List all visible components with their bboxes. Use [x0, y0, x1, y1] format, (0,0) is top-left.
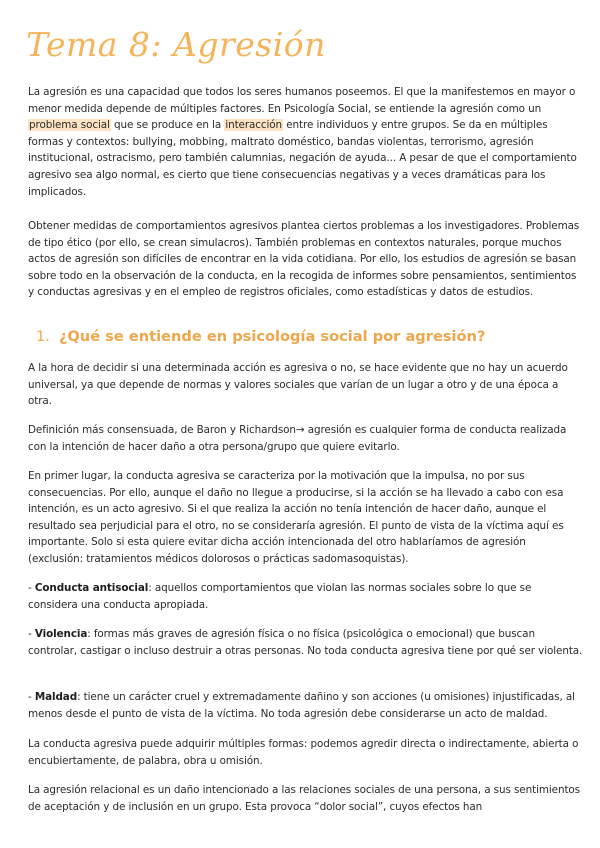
intro-paragraph-2: Obtener medidas de comportamientos agresivos plantea ciertos problemas a los investigadores. Problemas de tipo ético (por ello, se crean simulacros). También problemas en contextos naturales, porque muchos actos de agresión son difíciles de encontrar en la vida cotidiana. Por ello, los estudios de agresión se basan sobre todo en la observación de la conducta, en la recogida de informes sobre pensamientos, sentimientos y conductas agresivas y en el empleo de registros oficiales, como estadísticas y datos de estudios.	[28, 220, 580, 299]
section-paragraph-1: A la hora de decidir si una determinada acción es agresiva o no, se hace evidente que no hay un acuerdo universal, ya que depende de normas y valores sociales que varían de un lugar a otro y de una época a otra.	[28, 362, 568, 408]
intro-paragraph-1	[28, 84, 584, 200]
definition-term: Conducta antisocial	[34, 582, 149, 594]
page-title: Tema 8: Agresión	[26, 25, 326, 64]
section-number: 1.	[36, 328, 50, 345]
highlight-interaccion: interacción	[225, 119, 283, 132]
intro-text-b: que se produce en la	[110, 119, 225, 132]
definition-text: : tiene un carácter cruel y extremadamente dañino y son acciones (u omisiones) injustificadas, al menos desde el punto de vista de la víctima. No toda agresión debe considerarse un acto de maldad.	[28, 691, 575, 720]
definition-conducta-antisocial	[28, 580, 584, 613]
definition-text: : aquellos comportamientos que violan las normas sociales sobre lo que se considera una conducta apropiada.	[28, 582, 532, 611]
section-paragraph-3: En primer lugar, la conducta agresiva se caracteriza por la motivación que la impulsa, no por sus consecuencias. Por ello, aunque el daño no llegue a producirse, si la acción se ha llevado a cabo con esa intención, es un acto agresivo. Si el que realiza la acción no tenía intención de hacer daño, aunque el resultado sea perjudicial para el otro, no se consideraría agresión. El punto de vista de la víctima aquí es importante. Solo si esta quiere evitar dicha acción intencionada del otro hablaríamos de agresión (exclusión: tratamientos médicos dolorosos o prácticas sadomasoquistas).	[28, 470, 564, 565]
section-paragraph-2: Definición más consensuada, de Baron y Richardson→ agresión es cualquier forma de conducta realizada con la intención de hacer daño a otra persona/grupo que quiere evitarlo.	[28, 424, 567, 453]
definition-dash: -	[28, 691, 35, 703]
intro-text-c: entre individuos y entre grupos. Se da en múltiples formas y contextos: bullying, mobbing, maltrato doméstico, bandas violentas, terrorismo, agresión institucional, ostracismo, pero también calumnias, negación de ayuda... A pesar de que el comportamiento agresivo sea algo normal, es cierto que tiene consecuencias negativas y a veces dramáticas para los implicados.	[28, 119, 577, 198]
definition-dash: -	[28, 628, 35, 640]
definition-term: Violencia	[34, 628, 88, 640]
section-paragraph-4: La conducta agresiva puede adquirir múltiples formas: podemos agredir directa o indirectamente, abierta o encubiertamente, de palabra, obra u omisión.	[28, 738, 579, 767]
section-heading	[36, 327, 485, 347]
definition-violencia	[28, 626, 584, 659]
definition-term: Maldad	[34, 691, 78, 703]
section-heading-text: ¿Qué se entiende en psicología social por agresión?	[58, 328, 486, 345]
definition-text: : formas más graves de agresión física o no física (psicológica o emocional) que buscan controlar, castigar o incluso destruir a otras personas. No toda conducta agresiva tiene por qué ser violenta.	[28, 628, 583, 657]
definition-maldad	[28, 689, 584, 722]
intro-text-a: La agresión es una capacidad que todos los seres humanos poseemos. El que la manifestemos en mayor o menor medida depende de múltiples factores. En Psicología Social, se entiende la agresión como un	[28, 86, 576, 115]
section-paragraph-5: La agresión relacional es un daño intencionado a las relaciones sociales de una persona, a sus sentimientos de aceptación y de inclusión en un grupo. Esta provoca “dolor social”, cuyos efectos han	[28, 784, 580, 813]
highlight-problema-social: problema social	[29, 119, 110, 132]
definition-dash: -	[28, 582, 35, 594]
